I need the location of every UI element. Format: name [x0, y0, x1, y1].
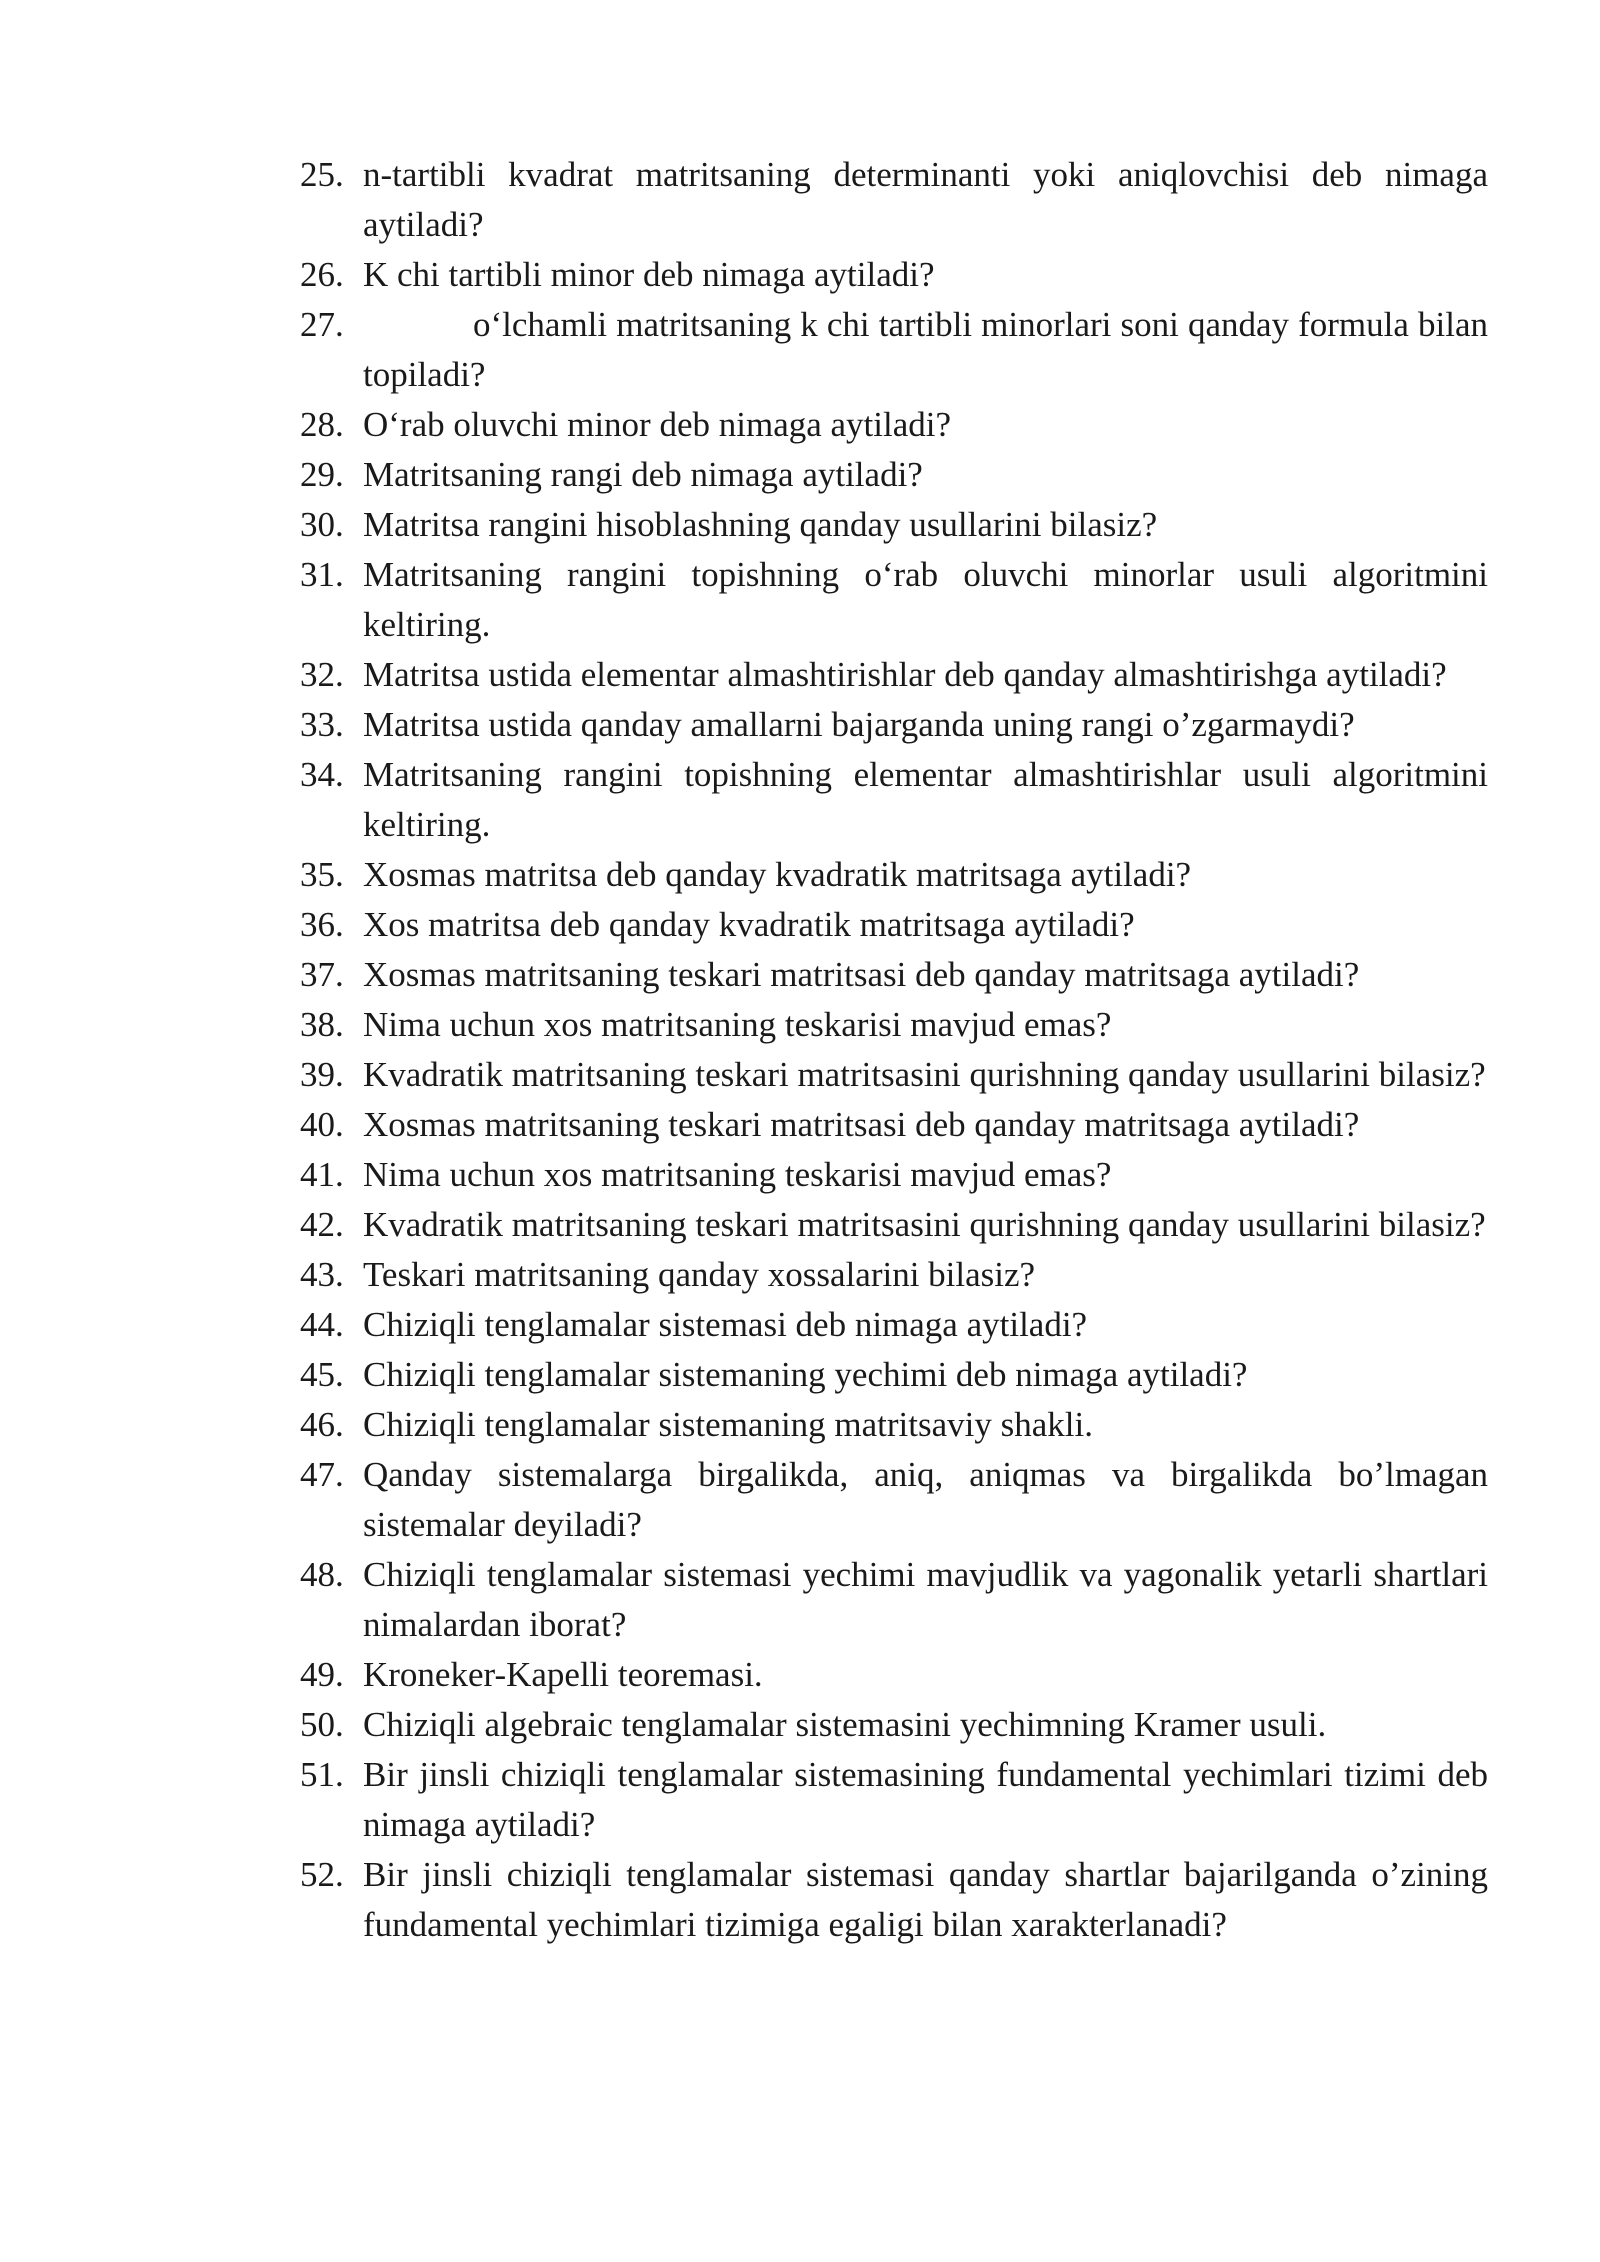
list-item	[300, 1850, 1488, 1950]
item-number: 33.	[300, 705, 344, 744]
item-text: Chiziqli tenglamalar sistemasi yechimi mavjudlik va yagonalik yetarli shartlari nimalardan iborat?	[363, 1555, 1488, 1644]
item-number: 42.	[300, 1205, 344, 1244]
item-text: Kvadratik matritsaning teskari matritsasini qurishning qanday usullarini bilasiz?	[363, 1055, 1486, 1094]
list-item	[300, 1200, 1488, 1250]
item-text: Matritsaning rangini topishning elementar almashtirishlar usuli algoritmini keltiring.	[363, 755, 1488, 844]
item-number: 28.	[300, 405, 344, 444]
list-item	[300, 950, 1488, 1000]
item-number: 35.	[300, 855, 344, 894]
item-number: 44.	[300, 1305, 344, 1344]
item-text: Xos matritsa deb qanday kvadratik matritsaga aytiladi?	[363, 905, 1135, 944]
list-item	[300, 1750, 1488, 1850]
item-text: Matritsaning rangini topishning o‘rab oluvchi minorlar usuli algoritmini keltiring.	[363, 555, 1488, 644]
item-text: Teskari matritsaning qanday xossalarini bilasiz?	[363, 1255, 1036, 1294]
item-number: 25.	[300, 155, 344, 194]
item-text: n-tartibli kvadrat matritsaning determinanti yoki aniqlovchisi deb nimaga aytiladi?	[363, 155, 1488, 244]
list-item	[300, 650, 1488, 700]
item-text: K chi tartibli minor deb nimaga aytiladi?	[363, 255, 935, 294]
list-item	[300, 1150, 1488, 1200]
list-item	[300, 850, 1488, 900]
item-text: Kvadratik matritsaning teskari matritsasini qurishning qanday usullarini bilasiz?	[363, 1205, 1486, 1244]
item-text: Xosmas matritsa deb qanday kvadratik matritsaga aytiladi?	[363, 855, 1192, 894]
list-item	[300, 1550, 1488, 1650]
item-number: 47.	[300, 1455, 344, 1494]
item-number: 43.	[300, 1255, 344, 1294]
list-item	[300, 1100, 1488, 1150]
item-text: Kroneker-Kapelli teoremasi.	[363, 1655, 763, 1694]
item-text: Matritsa ustida elementar almashtirishlar deb qanday almashtirishga aytiladi?	[363, 655, 1447, 694]
item-text: Bir jinsli chiziqli tenglamalar sistemasi qanday shartlar bajarilganda o’zining fundamental yechimlari tizimiga egaligi bilan xarakterlanadi?	[363, 1855, 1488, 1944]
item-text: Chiziqli tenglamalar sistemaning matritsaviy shakli.	[363, 1405, 1093, 1444]
item-text: Nima uchun xos matritsaning teskarisi mavjud emas?	[363, 1005, 1112, 1044]
list-item	[300, 1250, 1488, 1300]
item-number: 48.	[300, 1555, 344, 1594]
item-number: 41.	[300, 1155, 344, 1194]
list-item	[300, 1350, 1488, 1400]
list-item	[300, 250, 1488, 300]
item-text: Chiziqli tenglamalar sistemasi deb nimaga aytiladi?	[363, 1305, 1088, 1344]
item-number: 30.	[300, 505, 344, 544]
item-text: Matritsa ustida qanday amallarni bajarganda uning rangi o’zgarmaydi?	[363, 705, 1355, 744]
item-text: Xosmas matritsaning teskari matritsasi deb qanday matritsaga aytiladi?	[363, 1105, 1360, 1144]
item-number: 31.	[300, 555, 344, 594]
item-text: Nima uchun xos matritsaning teskarisi mavjud emas?	[363, 1155, 1112, 1194]
item-text: Bir jinsli chiziqli tenglamalar sistemasining fundamental yechimlari tizimi deb nimaga aytiladi?	[363, 1755, 1488, 1844]
list-item	[300, 450, 1488, 500]
item-number: 37.	[300, 955, 344, 994]
item-number: 34.	[300, 755, 344, 794]
item-text: Xosmas matritsaning teskari matritsasi deb qanday matritsaga aytiladi?	[363, 955, 1360, 994]
item-text: Qanday sistemalarga birgalikda, aniq, aniqmas va birgalikda bo’lmagan sistemalar deyiladi?	[363, 1455, 1488, 1544]
item-number: 49.	[300, 1655, 344, 1694]
item-number: 46.	[300, 1405, 344, 1444]
list-item	[300, 1000, 1488, 1050]
item-text: Matritsa rangini hisoblashning qanday usullarini bilasiz?	[363, 505, 1158, 544]
list-item	[300, 700, 1488, 750]
list-item	[300, 1400, 1488, 1450]
item-number: 45.	[300, 1355, 344, 1394]
list-item	[300, 750, 1488, 850]
item-text: Matritsaning rangi deb nimaga aytiladi?	[363, 455, 923, 494]
list-item	[300, 150, 1488, 250]
list-item	[300, 1700, 1488, 1750]
item-number: 39.	[300, 1055, 344, 1094]
item-text: Chiziqli tenglamalar sistemaning yechimi deb nimaga aytiladi?	[363, 1355, 1248, 1394]
item-number: 36.	[300, 905, 344, 944]
list-item	[300, 1650, 1488, 1700]
list-item	[300, 1450, 1488, 1550]
item-number: 50.	[300, 1705, 344, 1744]
item-number: 27.	[300, 305, 344, 344]
item-number: 26.	[300, 255, 344, 294]
item-number: 51.	[300, 1755, 344, 1794]
item-number: 32.	[300, 655, 344, 694]
list-item	[300, 900, 1488, 950]
item-number: 29.	[300, 455, 344, 494]
list-item	[300, 300, 1488, 400]
item-text: Chiziqli algebraic tenglamalar sistemasini yechimning Kramer usuli.	[363, 1705, 1327, 1744]
question-list	[300, 150, 1488, 1950]
item-text: O‘rab oluvchi minor deb nimaga aytiladi?	[363, 405, 952, 444]
item-number: 52.	[300, 1855, 344, 1894]
list-item	[300, 1300, 1488, 1350]
item-number: 38.	[300, 1005, 344, 1044]
list-item	[300, 400, 1488, 450]
list-item	[300, 500, 1488, 550]
list-item	[300, 1050, 1488, 1100]
item-text: o‘lchamli matritsaning k chi tartibli minorlari soni qanday formula bilan topiladi?	[363, 305, 1488, 394]
list-item	[300, 550, 1488, 650]
item-number: 40.	[300, 1105, 344, 1144]
